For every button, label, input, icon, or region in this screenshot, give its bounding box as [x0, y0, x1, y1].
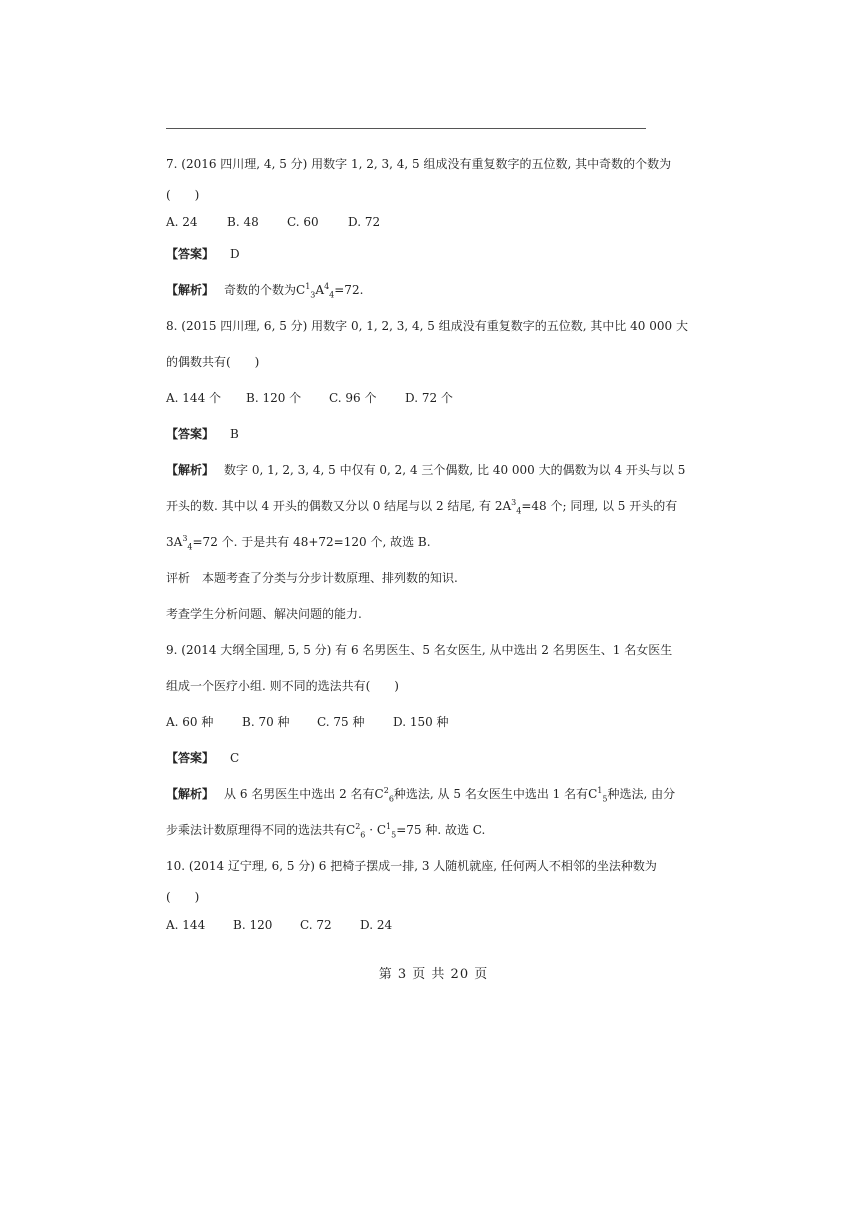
answer-value: B [230, 427, 239, 441]
q8-option-b: B. 120 个 [246, 391, 302, 405]
q7-option-a: A. 24 [166, 215, 198, 229]
q8-analysis-line2: 开头的数. 其中以 4 开头的偶数又分以 0 结尾与以 2 结尾, 有 $2A^3_4=48$ 个; 同理, 以 5 开头的有 [166, 498, 678, 516]
q8-analysis-line3: $3A^3_4=72$ 个. 于是共有 48+72=120 个, 故选 B. [166, 534, 431, 552]
q9-analysis-line2: 步乘法计数原理得不同的选法共有$C^2_6 \cdot C^1_5=75$ 种. 故选 C. [166, 822, 486, 840]
answer-label: 【答案】 [166, 247, 215, 261]
analysis-text: 步乘法计数原理得不同的选法共有C [166, 823, 356, 837]
q7-option-c: C. 60 [287, 215, 319, 229]
q8-comment-line2: 考查学生分析问题、解决问题的能力. [166, 607, 362, 621]
analysis-text-b: =72 个. 于是共有 48+72=120 个, 故选 B. [192, 535, 431, 549]
q8-option-d: D. 72 个 [405, 391, 453, 405]
q10-option-a: A. 144 [166, 918, 206, 932]
q8-stem-line1: 8. (2015 四川理, 6, 5 分) 用数字 0, 1, 2, 3, 4, 5 组成没有重复数字的五位数, 其中比 40 000 大 [166, 319, 688, 333]
analysis-text-b: A [315, 283, 325, 297]
q8-comment-line1: 评析 本题考查了分类与分步计数原理、排列数的知识. [166, 571, 458, 585]
analysis-label: 【解析】 [166, 463, 215, 477]
analysis-label: 【解析】 [166, 283, 215, 297]
q9-stem-line1: 9. (2014 大纲全国理, 5, 5 分) 有 6 名男医生、5 名女医生, 从中选出 2 名男医生、1 名女医生 [166, 643, 673, 657]
q10-option-b: B. 120 [233, 918, 273, 932]
q7-options [166, 214, 380, 230]
q9-option-b: B. 70 种 [242, 715, 290, 729]
analysis-text-b: · C [365, 823, 386, 837]
analysis-text: 开头的数. 其中以 4 开头的偶数又分以 0 结尾与以 2 结尾, 有 2A [166, 499, 512, 513]
answer-label: 【答案】 [166, 751, 215, 765]
q9-option-c: C. 75 种 [317, 715, 365, 729]
q10-option-c: C. 72 [300, 918, 332, 932]
q8-stem-line2: 的偶数共有( ) [166, 355, 260, 369]
analysis-text-c: =72. [334, 283, 364, 297]
analysis-text-c: 种选法, 由分 [607, 787, 676, 801]
header-rule [166, 128, 646, 129]
q9-options [166, 714, 449, 730]
analysis-text-b: =48 个; 同理, 以 5 开头的有 [521, 499, 678, 513]
q8-option-a: A. 144 个 [166, 391, 222, 405]
analysis-text-c: =75 种. 故选 C. [396, 823, 486, 837]
page-number-footer: 第 3 页 共 20 页 [378, 967, 489, 982]
q9-answer [166, 750, 239, 766]
q8-analysis-line1 [166, 462, 685, 478]
q9-analysis-line1: 【解析】 从 6 名男医生中选出 2 名有$C^2_6$种选法, 从 5 名女医生中选出 1 名有$C^1_5$种选法, 由分 [166, 786, 676, 804]
answer-label: 【答案】 [166, 427, 215, 441]
q9-option-d: D. 150 种 [393, 715, 449, 729]
analysis-text: 数字 0, 1, 2, 3, 4, 5 中仅有 0, 2, 4 三个偶数, 比 40 000 大的偶数为以 4 开头与以 5 [224, 463, 686, 477]
q9-option-a: A. 60 种 [166, 715, 214, 729]
q10-option-d: D. 24 [360, 918, 393, 932]
answer-value: C [230, 751, 240, 765]
q8-option-c: C. 96 个 [329, 391, 377, 405]
q7-option-b: B. 48 [227, 215, 259, 229]
analysis-label: 【解析】 [166, 787, 215, 801]
analysis-text: 从 6 名男医生中选出 2 名有C [224, 787, 384, 801]
analysis-text-b: 种选法, 从 5 名女医生中选出 1 名有C [393, 787, 598, 801]
q7-stem-line1: 7. (2016 四川理, 4, 5 分) 用数字 1, 2, 3, 4, 5 组成没有重复数字的五位数, 其中奇数的个数为 [166, 157, 672, 171]
answer-value: D [230, 247, 240, 261]
q10-stem-line2: ( ) [166, 890, 200, 904]
q7-answer [166, 246, 240, 262]
analysis-text: 3A [166, 535, 183, 549]
q10-stem-line1: 10. (2014 辽宁理, 6, 5 分) 6 把椅子摆成一排, 3 人随机就座, 任何两人不相邻的坐法种数为 [166, 859, 657, 873]
q8-options [166, 390, 453, 406]
q9-stem-line2: 组成一个医疗小组. 则不同的选法共有( ) [166, 679, 399, 693]
q10-options [166, 917, 392, 933]
analysis-text: 奇数的个数为C [224, 283, 306, 297]
q7-stem-line2: ( ) [166, 188, 200, 202]
q8-answer [166, 426, 239, 442]
q7-analysis: 【解析】 奇数的个数为$C^1_3A^4_4=72$. [166, 282, 364, 300]
q7-option-d: D. 72 [348, 215, 381, 229]
